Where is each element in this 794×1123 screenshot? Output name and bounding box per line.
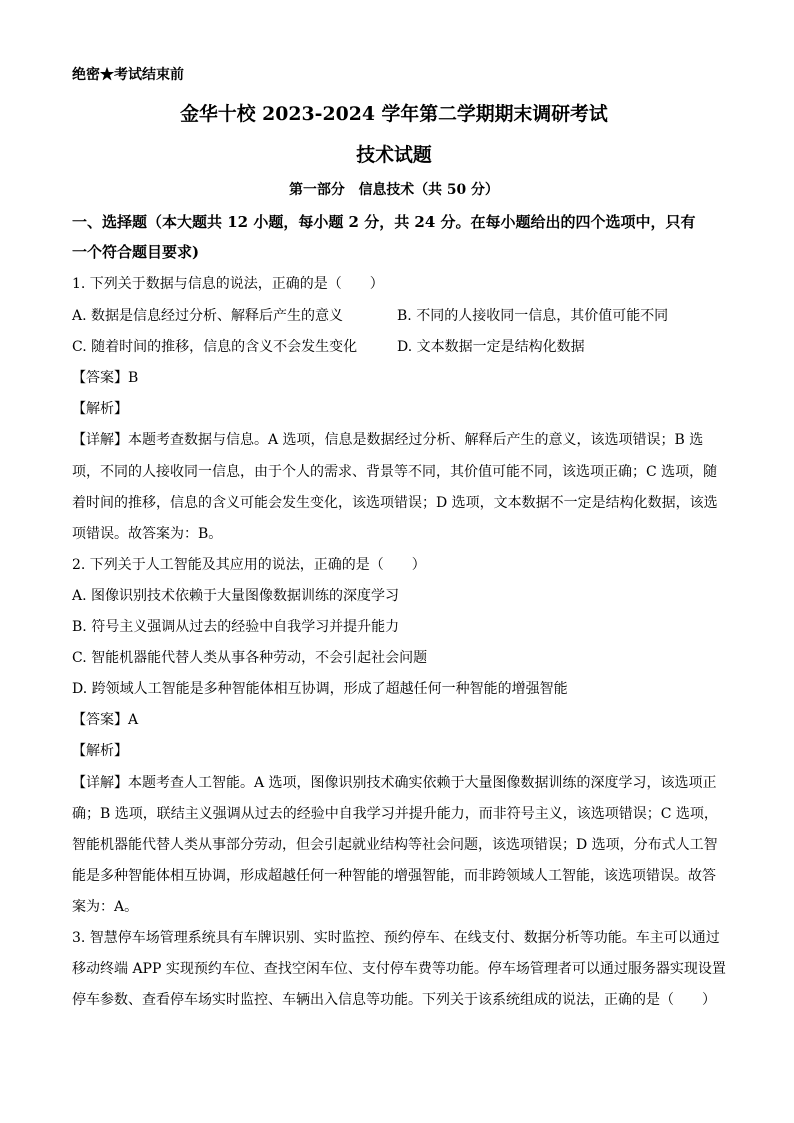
exam-subtitle: 技术试题 bbox=[356, 144, 432, 166]
part-heading: 第一部分 信息技术（共 50 分） bbox=[289, 182, 499, 198]
section-heading-line2: 一个符合题目要求) bbox=[72, 243, 200, 261]
q3-stem-line3: 停车参数、查看停车场实时监控、车辆出入信息等功能。下列关于该系统组成的说法，正确的是（ ） bbox=[72, 992, 716, 1008]
q2-option-b: B. 符号主义强调从过去的经验中自我学习并提升能力 bbox=[72, 619, 400, 635]
q1-detail-line3: 着时间的推移，信息的含义可能会发生变化，该选项错误；D 选项，文本数据不一定是结构化数据，该选 bbox=[72, 495, 718, 511]
q1-answer: 【答案】B bbox=[72, 370, 139, 386]
q2-stem: 2. 下列关于人工智能及其应用的说法，正确的是（ ） bbox=[72, 557, 426, 573]
q2-detail-line4: 能是多种智能体相互协调，形成超越任何一种智能的增强智能，而非跨领域人工智能，该选项错误。故答 bbox=[72, 868, 716, 884]
q2-option-d: D. 跨领域人工智能是多种智能体相互协调，形成了超越任何一种智能的增强智能 bbox=[72, 681, 568, 697]
q2-detail-line5: 案为：A。 bbox=[72, 899, 139, 915]
q1-detail-line2: 项，不同的人接收同一信息，由于个人的需求、背景等不同，其价值可能不同，该选项正确；C 选项，随 bbox=[72, 464, 718, 480]
q1-option-d: D. 文本数据一定是结构化数据 bbox=[397, 339, 585, 355]
section-heading-line1: 一、选择题（本大题共 12 小题，每小题 2 分，共 24 分。在每小题给出的四个选项中，只有 bbox=[72, 213, 696, 231]
q1-option-b: B. 不同的人接收同一信息，其价值可能不同 bbox=[397, 308, 669, 324]
q2-option-c: C. 智能机器能代替人类从事各种劳动，不会引起社会问题 bbox=[72, 650, 428, 666]
q1-detail-line1: 【详解】本题考查数据与信息。A 选项，信息是数据经过分析、解释后产生的意义，该选项错误；B 选 bbox=[72, 432, 704, 448]
q1-stem: 1. 下列关于数据与信息的说法，正确的是（ ） bbox=[72, 276, 384, 292]
q2-detail-line1: 【详解】本题考查人工智能。A 选项，图像识别技术确实依赖于大量图像数据训练的深度学习，该选项正 bbox=[72, 775, 717, 791]
q1-analysis-label: 【解析】 bbox=[72, 401, 128, 417]
q2-detail-line2: 确；B 选项，联结主义强调从过去的经验中自我学习并提升能力，而非符号主义，该选项错误；C 选项， bbox=[72, 806, 718, 822]
q3-stem-line1: 3. 智慧停车场管理系统具有车牌识别、实时监控、预约停车、在线支付、数据分析等功能。车主可以通过 bbox=[72, 930, 720, 946]
q1-option-c: C. 随着时间的推移，信息的含义不会发生变化 bbox=[72, 339, 358, 355]
q2-option-a: A. 图像识别技术依赖于大量图像数据训练的深度学习 bbox=[72, 588, 400, 604]
exam-title: 金华十校 2023-2024 学年第二学期期末调研考试 bbox=[180, 103, 608, 125]
q1-option-a: A. 数据是信息经过分析、解释后产生的意义 bbox=[72, 308, 344, 324]
q2-answer: 【答案】A bbox=[72, 712, 139, 728]
q2-detail-line3: 智能机器能代替人类从事部分劳动，但会引起就业结构等社会问题，该选项错误；D 选项，分布式人工智 bbox=[72, 837, 718, 853]
q2-analysis-label: 【解析】 bbox=[72, 743, 128, 759]
q1-detail-line4: 项错误。故答案为：B。 bbox=[72, 526, 223, 542]
q3-stem-line2: 移动终端 APP 实现预约车位、查找空闲车位、支付停车费等功能。停车场管理者可以通过服务器实现设置 bbox=[72, 961, 726, 977]
confidential-label: 绝密★考试结束前 bbox=[72, 67, 184, 83]
